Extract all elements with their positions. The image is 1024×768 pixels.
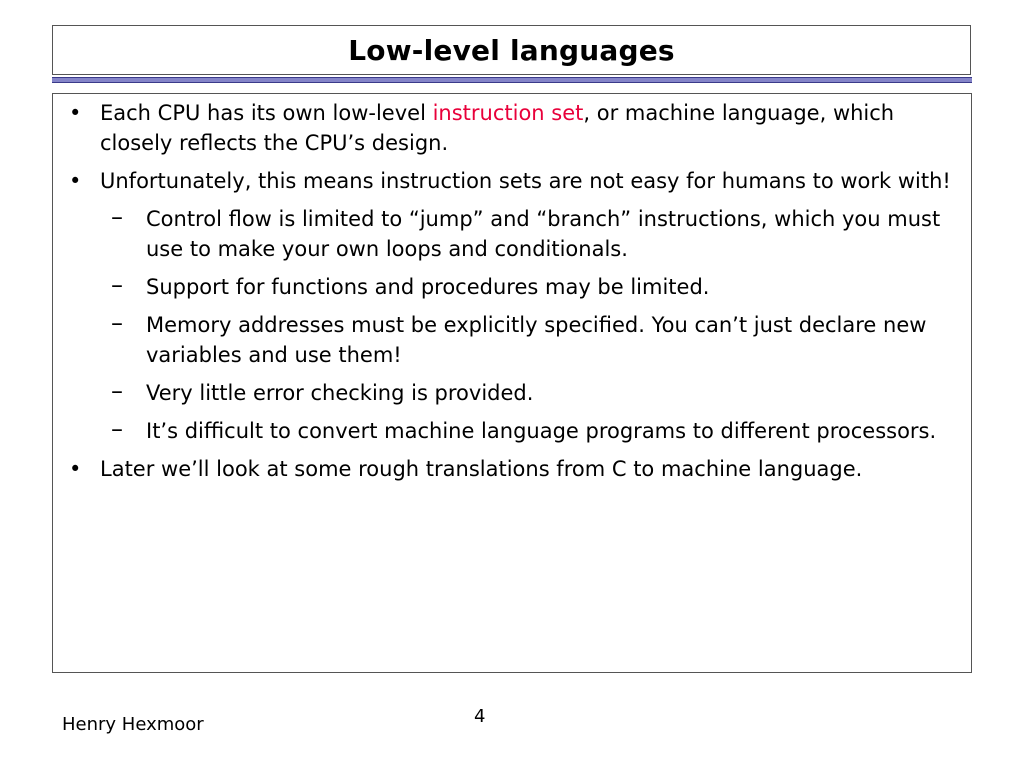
sub-bullet-item [53, 416, 971, 446]
bullet-text-after: , or machine language, which closely reflects the CPU’s design. [100, 101, 895, 155]
bullet-list [53, 98, 971, 492]
bullet-text: Later we’ll look at some rough translations from C to machine language. [100, 457, 863, 481]
bullet-item [53, 98, 971, 158]
sub-bullet-item [53, 310, 971, 370]
sub-bullet-text: Very little error checking is provided. [146, 381, 534, 405]
bullet-dot-icon: • [69, 457, 82, 481]
bullet-highlight-term: instruction set [432, 101, 584, 125]
dash-icon: – [111, 415, 123, 443]
sub-bullet-text: Control flow is limited to “jump” and “branch” instructions, which you must use to make your own loops and conditionals. [146, 207, 941, 261]
bullet-item [53, 166, 971, 196]
footer-author: Henry Hexmoor [62, 714, 204, 735]
sub-bullet-text: Support for functions and procedures may be limited. [146, 275, 710, 299]
sub-bullet-text: It’s difficult to convert machine language programs to different processors. [146, 419, 937, 443]
bullet-text: Unfortunately, this means instruction sets are not easy for humans to work with! [100, 169, 951, 193]
sub-bullet-item [53, 272, 971, 302]
sub-bullet-item [53, 378, 971, 408]
slide-title: Low-level languages [348, 33, 675, 67]
bullet-text-before: Each CPU has its own low-level [100, 101, 433, 125]
dash-icon: – [111, 377, 123, 405]
sub-bullet-text: Memory addresses must be explicitly specified. You can’t just declare new variables and use them! [146, 313, 927, 367]
bullet-dot-icon: • [69, 169, 82, 193]
sub-bullet-item [53, 204, 971, 264]
page-number: 4 [474, 706, 486, 727]
content-box [52, 93, 972, 673]
dash-icon: – [111, 309, 123, 337]
dash-icon: – [111, 271, 123, 299]
title-underline-rule [52, 77, 972, 83]
bullet-item [53, 454, 971, 484]
dash-icon: – [111, 203, 123, 231]
title-box [52, 25, 971, 75]
bullet-dot-icon: • [69, 101, 82, 125]
